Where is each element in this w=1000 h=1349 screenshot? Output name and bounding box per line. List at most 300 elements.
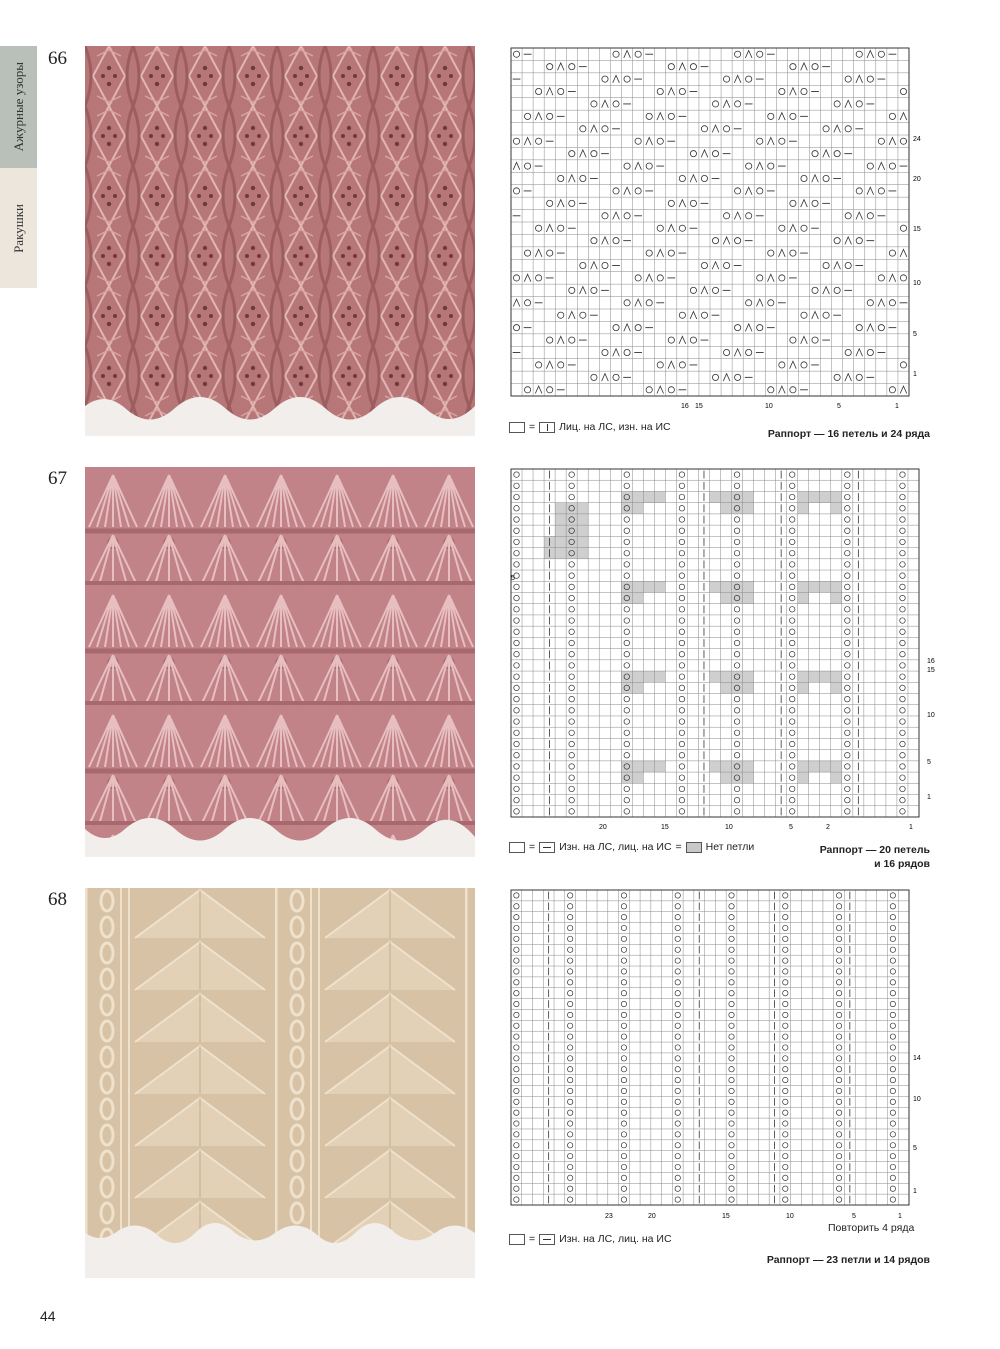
yarn-over-mark bbox=[856, 325, 862, 331]
twisted-stitch-mark bbox=[514, 517, 520, 523]
no-stitch-cell bbox=[721, 581, 732, 592]
twisted-stitch-mark bbox=[567, 980, 572, 985]
decrease-mark bbox=[812, 175, 819, 182]
twisted-stitch-mark bbox=[729, 980, 734, 985]
yarn-over-mark bbox=[823, 262, 829, 268]
twisted-stitch-mark bbox=[679, 618, 685, 624]
twisted-stitch-mark bbox=[783, 1186, 788, 1191]
no-stitch-cell bbox=[709, 761, 720, 772]
twisted-stitch-mark bbox=[845, 663, 851, 669]
no-stitch-cell bbox=[831, 671, 842, 682]
row-number: 15 bbox=[927, 667, 935, 674]
twisted-stitch-mark bbox=[567, 1077, 572, 1082]
twisted-stitch-mark bbox=[900, 562, 906, 568]
blank-cell-symbol bbox=[509, 842, 525, 853]
twisted-stitch-mark bbox=[514, 562, 520, 568]
twisted-stitch-mark bbox=[729, 1186, 734, 1191]
no-stitch-cell bbox=[555, 514, 566, 525]
twisted-stitch-mark bbox=[836, 1067, 841, 1072]
twisted-stitch-mark bbox=[900, 528, 906, 534]
yarn-over-mark bbox=[690, 287, 696, 293]
decrease-mark bbox=[779, 113, 786, 120]
twisted-stitch-mark bbox=[789, 573, 795, 579]
twisted-stitch-mark bbox=[789, 494, 795, 500]
decrease-mark bbox=[557, 336, 564, 343]
decrease-mark bbox=[668, 224, 675, 231]
no-stitch-cell bbox=[732, 682, 743, 693]
yarn-over-mark bbox=[889, 300, 895, 306]
twisted-stitch-mark bbox=[890, 1034, 895, 1039]
no-stitch-cell bbox=[743, 503, 754, 514]
yarn-over-mark bbox=[591, 287, 597, 293]
twisted-stitch-mark bbox=[514, 1186, 519, 1191]
yarn-over-mark bbox=[624, 163, 630, 169]
no-stitch-cell bbox=[743, 772, 754, 783]
repeat-note: Повторить 4 ряда bbox=[828, 1222, 915, 1234]
twisted-stitch-mark bbox=[621, 1034, 626, 1039]
yarn-over-mark bbox=[845, 349, 851, 355]
decrease-mark bbox=[557, 200, 564, 207]
twisted-stitch-mark bbox=[729, 947, 734, 952]
twisted-stitch-mark bbox=[734, 786, 740, 792]
twisted-stitch-mark bbox=[567, 936, 572, 941]
decrease-mark bbox=[845, 100, 852, 107]
twisted-stitch-mark bbox=[729, 1077, 734, 1082]
twisted-stitch-mark bbox=[567, 969, 572, 974]
yarn-over-mark bbox=[569, 64, 575, 70]
twisted-stitch-mark bbox=[783, 1099, 788, 1104]
twisted-stitch-mark bbox=[729, 1001, 734, 1006]
yarn-over-mark bbox=[613, 374, 619, 380]
decrease-mark bbox=[602, 237, 609, 244]
twisted-stitch-mark bbox=[729, 1164, 734, 1169]
twisted-stitch-mark bbox=[567, 947, 572, 952]
twisted-stitch-mark bbox=[900, 472, 906, 478]
twisted-stitch-mark bbox=[836, 1197, 841, 1202]
twisted-stitch-mark bbox=[734, 618, 740, 624]
twisted-stitch-mark bbox=[624, 696, 630, 702]
yarn-over-mark bbox=[812, 337, 818, 343]
yarn-over-mark bbox=[723, 126, 729, 132]
twisted-stitch-mark bbox=[567, 1067, 572, 1072]
twisted-stitch-mark bbox=[567, 991, 572, 996]
twisted-stitch-mark bbox=[514, 730, 520, 736]
twisted-stitch-mark bbox=[845, 775, 851, 781]
twisted-stitch-mark bbox=[734, 517, 740, 523]
twisted-stitch-mark bbox=[789, 685, 795, 691]
decrease-mark bbox=[889, 137, 896, 144]
row-number: 1 bbox=[927, 794, 931, 801]
yarn-over-mark bbox=[547, 387, 553, 393]
yarn-over-mark bbox=[679, 362, 685, 368]
twisted-stitch-mark bbox=[624, 741, 630, 747]
twisted-stitch-mark bbox=[621, 904, 626, 909]
no-stitch-cell bbox=[643, 761, 654, 772]
twisted-stitch-mark bbox=[569, 494, 575, 500]
twisted-stitch-mark bbox=[514, 980, 519, 985]
twisted-stitch-mark bbox=[789, 607, 795, 613]
twisted-stitch-mark bbox=[783, 1023, 788, 1028]
no-stitch-cell bbox=[566, 525, 577, 536]
decrease-mark bbox=[856, 212, 863, 219]
twisted-stitch-mark bbox=[900, 674, 906, 680]
no-stitch-cell bbox=[743, 761, 754, 772]
yarn-over-mark bbox=[812, 200, 818, 206]
decrease-mark bbox=[867, 187, 874, 194]
twisted-stitch-mark bbox=[567, 1110, 572, 1115]
twisted-stitch-mark bbox=[729, 914, 734, 919]
no-stitch-cell bbox=[643, 671, 654, 682]
decrease-mark bbox=[546, 88, 553, 95]
twisted-stitch-mark bbox=[836, 980, 841, 985]
twisted-stitch-mark bbox=[514, 607, 520, 613]
twisted-stitch-mark bbox=[567, 925, 572, 930]
twisted-stitch-mark bbox=[836, 1034, 841, 1039]
yarn-over-mark bbox=[757, 188, 763, 194]
knit-photo-68 bbox=[85, 888, 475, 1278]
twisted-stitch-mark bbox=[729, 1175, 734, 1180]
no-stitch-cell bbox=[621, 671, 632, 682]
twisted-stitch-mark bbox=[900, 651, 906, 657]
twisted-stitch-mark bbox=[675, 1110, 680, 1115]
decrease-mark bbox=[535, 249, 542, 256]
stitch-number: 2 bbox=[826, 824, 830, 831]
yarn-over-mark bbox=[558, 225, 564, 231]
twisted-stitch-mark bbox=[567, 1088, 572, 1093]
twisted-stitch-mark bbox=[514, 539, 520, 545]
no-stitch-cell bbox=[577, 503, 588, 514]
twisted-stitch-mark bbox=[845, 719, 851, 725]
no-stitch-cell bbox=[643, 491, 654, 502]
stitch-number: 10 bbox=[765, 403, 773, 410]
twisted-stitch-mark bbox=[729, 1132, 734, 1137]
twisted-stitch-mark bbox=[734, 708, 740, 714]
yarn-over-mark bbox=[735, 188, 741, 194]
twisted-stitch-mark bbox=[621, 1175, 626, 1180]
decrease-mark bbox=[801, 63, 808, 70]
twisted-stitch-mark bbox=[569, 775, 575, 781]
twisted-stitch-mark bbox=[679, 809, 685, 815]
row-number: 20 bbox=[913, 176, 921, 183]
twisted-stitch-mark bbox=[514, 595, 520, 601]
twisted-stitch-mark bbox=[836, 893, 841, 898]
legend-equals: = bbox=[529, 1233, 536, 1245]
twisted-stitch-mark bbox=[514, 1099, 519, 1104]
no-stitch-cell bbox=[654, 761, 665, 772]
decrease-mark bbox=[546, 224, 553, 231]
twisted-stitch-mark bbox=[514, 1045, 519, 1050]
twisted-stitch-mark bbox=[567, 1132, 572, 1137]
yarn-over-mark bbox=[613, 101, 619, 107]
twisted-stitch-mark bbox=[569, 764, 575, 770]
no-stitch-cell bbox=[820, 671, 831, 682]
twisted-stitch-mark bbox=[514, 936, 519, 941]
yarn-over-mark bbox=[867, 76, 873, 82]
twisted-stitch-mark bbox=[783, 1164, 788, 1169]
twisted-stitch-mark bbox=[621, 1088, 626, 1093]
twisted-stitch-mark bbox=[734, 797, 740, 803]
twisted-stitch-mark bbox=[569, 562, 575, 568]
chart-frame bbox=[511, 890, 909, 1205]
no-stitch-cell bbox=[798, 671, 809, 682]
decrease-mark bbox=[900, 249, 907, 256]
yarn-over-mark bbox=[757, 275, 763, 281]
twisted-stitch-mark bbox=[845, 730, 851, 736]
yarn-over-mark bbox=[801, 175, 807, 181]
twisted-stitch-mark bbox=[514, 1143, 519, 1148]
decrease-mark bbox=[823, 287, 830, 294]
decrease-mark bbox=[535, 113, 542, 120]
yarn-over-mark bbox=[735, 325, 741, 331]
twisted-stitch-mark bbox=[675, 904, 680, 909]
twisted-stitch-mark bbox=[900, 483, 906, 489]
yarn-over-mark bbox=[735, 101, 741, 107]
yarn-over-mark bbox=[867, 300, 873, 306]
twisted-stitch-mark bbox=[514, 494, 520, 500]
twisted-stitch-mark bbox=[514, 958, 519, 963]
yarn-over-mark bbox=[635, 325, 641, 331]
yarn-over-mark bbox=[602, 262, 608, 268]
no-stitch-cell bbox=[555, 548, 566, 559]
twisted-stitch-mark bbox=[569, 629, 575, 635]
yarn-over-mark bbox=[790, 337, 796, 343]
twisted-stitch-mark bbox=[890, 914, 895, 919]
twisted-stitch-mark bbox=[624, 539, 630, 545]
twisted-stitch-mark bbox=[783, 1045, 788, 1050]
twisted-stitch-mark bbox=[514, 1197, 519, 1202]
yarn-over-mark bbox=[856, 238, 862, 244]
twisted-stitch-mark bbox=[621, 1164, 626, 1169]
no-stitch-cell bbox=[632, 772, 643, 783]
twisted-stitch-mark bbox=[514, 904, 519, 909]
decrease-mark bbox=[546, 361, 553, 368]
yarn-over-mark bbox=[513, 188, 519, 194]
no-stitch-cell bbox=[743, 581, 754, 592]
yarn-over-mark bbox=[723, 349, 729, 355]
twisted-stitch-mark bbox=[679, 483, 685, 489]
decrease-mark bbox=[712, 125, 719, 132]
twisted-stitch-mark bbox=[621, 1045, 626, 1050]
no-stitch-cell bbox=[577, 536, 588, 547]
twisted-stitch-mark bbox=[679, 696, 685, 702]
twisted-stitch-mark bbox=[567, 904, 572, 909]
decrease-mark bbox=[613, 75, 620, 82]
decrease-mark bbox=[568, 175, 575, 182]
twisted-stitch-mark bbox=[675, 1001, 680, 1006]
yarn-over-mark bbox=[569, 287, 575, 293]
yarn-over-mark bbox=[624, 76, 630, 82]
section-tab-label: Ажурные узоры bbox=[10, 62, 26, 152]
yarn-over-mark bbox=[779, 275, 785, 281]
twisted-stitch-mark bbox=[890, 1186, 895, 1191]
twisted-stitch-mark bbox=[679, 629, 685, 635]
yarn-over-mark bbox=[746, 76, 752, 82]
decrease-mark bbox=[845, 374, 852, 381]
yarn-over-mark bbox=[602, 213, 608, 219]
decrease-mark bbox=[801, 200, 808, 207]
twisted-stitch-mark bbox=[890, 1197, 895, 1202]
decrease-mark bbox=[812, 311, 819, 318]
yarn-over-mark bbox=[790, 200, 796, 206]
twisted-stitch-mark bbox=[675, 914, 680, 919]
twisted-stitch-mark bbox=[789, 618, 795, 624]
twisted-stitch-mark bbox=[890, 1045, 895, 1050]
twisted-stitch-mark bbox=[734, 472, 740, 478]
yarn-over-mark bbox=[701, 312, 707, 318]
twisted-stitch-mark bbox=[569, 753, 575, 759]
yarn-over-mark bbox=[735, 51, 741, 57]
no-stitch-cell bbox=[555, 525, 566, 536]
decrease-mark bbox=[613, 212, 620, 219]
twisted-stitch-mark bbox=[836, 1164, 841, 1169]
no-stitch-cell bbox=[632, 682, 643, 693]
no-stitch-cell bbox=[709, 491, 720, 502]
row-number: 15 bbox=[913, 226, 921, 233]
twisted-stitch-mark bbox=[783, 893, 788, 898]
twisted-stitch-mark bbox=[514, 1067, 519, 1072]
decrease-mark bbox=[668, 88, 675, 95]
twisted-stitch-mark bbox=[836, 991, 841, 996]
stitch-number: 10 bbox=[786, 1213, 794, 1220]
twisted-stitch-mark bbox=[734, 651, 740, 657]
twisted-stitch-mark bbox=[900, 640, 906, 646]
twisted-stitch-mark bbox=[679, 730, 685, 736]
yarn-over-mark bbox=[690, 337, 696, 343]
yarn-over-mark bbox=[668, 200, 674, 206]
twisted-stitch-mark bbox=[624, 517, 630, 523]
yarn-over-mark bbox=[757, 51, 763, 57]
stitch-number: 15 bbox=[722, 1213, 730, 1220]
rapport-note: Раппорт — 23 петли и 14 рядов bbox=[766, 1254, 930, 1266]
twisted-stitch-mark bbox=[679, 528, 685, 534]
decrease-mark bbox=[568, 311, 575, 318]
yarn-over-mark bbox=[613, 238, 619, 244]
no-stitch-cell bbox=[643, 581, 654, 592]
yarn-over-mark bbox=[801, 312, 807, 318]
twisted-stitch-mark bbox=[783, 914, 788, 919]
twisted-stitch-mark bbox=[783, 1067, 788, 1072]
twisted-stitch-mark bbox=[514, 506, 520, 512]
knit-stitch-symbol bbox=[539, 422, 555, 433]
twisted-stitch-mark bbox=[734, 528, 740, 534]
twisted-stitch-mark bbox=[675, 1067, 680, 1072]
twisted-stitch-mark bbox=[836, 1023, 841, 1028]
twisted-stitch-mark bbox=[569, 741, 575, 747]
decrease-mark bbox=[856, 75, 863, 82]
no-stitch-cell bbox=[566, 503, 577, 514]
twisted-stitch-mark bbox=[679, 674, 685, 680]
twisted-stitch-mark bbox=[729, 893, 734, 898]
twisted-stitch-mark bbox=[900, 629, 906, 635]
twisted-stitch-mark bbox=[900, 696, 906, 702]
twisted-stitch-mark bbox=[729, 1121, 734, 1126]
no-stitch-cell bbox=[743, 682, 754, 693]
yarn-over-mark bbox=[878, 275, 884, 281]
decrease-mark bbox=[679, 336, 686, 343]
twisted-stitch-mark bbox=[675, 936, 680, 941]
yarn-over-mark bbox=[602, 349, 608, 355]
twisted-stitch-mark bbox=[729, 1056, 734, 1061]
twisted-stitch-mark bbox=[734, 696, 740, 702]
decrease-mark bbox=[679, 63, 686, 70]
twisted-stitch-mark bbox=[845, 640, 851, 646]
twisted-stitch-mark bbox=[845, 674, 851, 680]
twisted-stitch-mark bbox=[624, 607, 630, 613]
no-stitch-cell bbox=[621, 761, 632, 772]
yarn-over-mark bbox=[889, 250, 895, 256]
decrease-mark bbox=[679, 200, 686, 207]
twisted-stitch-mark bbox=[890, 1164, 895, 1169]
yarn-over-mark bbox=[746, 349, 752, 355]
twisted-stitch-mark bbox=[836, 1012, 841, 1017]
no-stitch-cell bbox=[721, 761, 732, 772]
no-stitch-cell bbox=[654, 491, 665, 502]
twisted-stitch-mark bbox=[569, 719, 575, 725]
rapport-note: Раппорт — 16 петель и 24 ряда bbox=[767, 428, 930, 440]
twisted-stitch-mark bbox=[621, 1012, 626, 1017]
twisted-stitch-mark bbox=[514, 775, 520, 781]
decrease-mark bbox=[591, 262, 598, 269]
yarn-over-mark bbox=[547, 200, 553, 206]
twisted-stitch-mark bbox=[514, 764, 520, 770]
twisted-stitch-mark bbox=[569, 663, 575, 669]
decrease-mark bbox=[779, 386, 786, 393]
yarn-over-mark bbox=[536, 138, 542, 144]
yarn-over-mark bbox=[679, 88, 685, 94]
twisted-stitch-mark bbox=[514, 1034, 519, 1039]
twisted-stitch-mark bbox=[675, 991, 680, 996]
decrease-mark bbox=[690, 175, 697, 182]
twisted-stitch-mark bbox=[569, 730, 575, 736]
twisted-stitch-mark bbox=[679, 764, 685, 770]
yarn-over-mark bbox=[646, 250, 652, 256]
yarn-over-mark bbox=[757, 138, 763, 144]
yarn-over-mark bbox=[513, 275, 519, 281]
twisted-stitch-mark bbox=[675, 1186, 680, 1191]
twisted-stitch-mark bbox=[845, 618, 851, 624]
row-number: 5 bbox=[913, 1145, 917, 1152]
twisted-stitch-mark bbox=[679, 651, 685, 657]
twisted-stitch-mark bbox=[569, 584, 575, 590]
yarn-over-mark bbox=[834, 287, 840, 293]
knitting-chart-66 bbox=[509, 46, 921, 413]
yarn-over-mark bbox=[591, 101, 597, 107]
yarn-over-mark bbox=[580, 126, 586, 132]
page-number: 44 bbox=[40, 1308, 56, 1324]
yarn-over-mark bbox=[635, 51, 641, 57]
legend-equals: = bbox=[675, 841, 682, 853]
no-stitch-cell bbox=[798, 772, 809, 783]
twisted-stitch-mark bbox=[789, 663, 795, 669]
twisted-stitch-mark bbox=[836, 958, 841, 963]
twisted-stitch-mark bbox=[679, 775, 685, 781]
twisted-stitch-mark bbox=[836, 936, 841, 941]
decrease-mark bbox=[867, 324, 874, 331]
yarn-over-mark bbox=[591, 238, 597, 244]
twisted-stitch-mark bbox=[514, 663, 520, 669]
decrease-mark bbox=[701, 287, 708, 294]
twisted-stitch-mark bbox=[624, 528, 630, 534]
twisted-stitch-mark bbox=[783, 1110, 788, 1115]
twisted-stitch-mark bbox=[900, 550, 906, 556]
decrease-mark bbox=[745, 324, 752, 331]
rapport-note: Раппорт — 20 петель и 16 рядов bbox=[819, 844, 930, 870]
yarn-over-mark bbox=[834, 238, 840, 244]
twisted-stitch-mark bbox=[845, 809, 851, 815]
no-stitch-cell bbox=[820, 761, 831, 772]
yarn-over-mark bbox=[900, 362, 906, 368]
stitch-number: 16 bbox=[681, 403, 689, 410]
